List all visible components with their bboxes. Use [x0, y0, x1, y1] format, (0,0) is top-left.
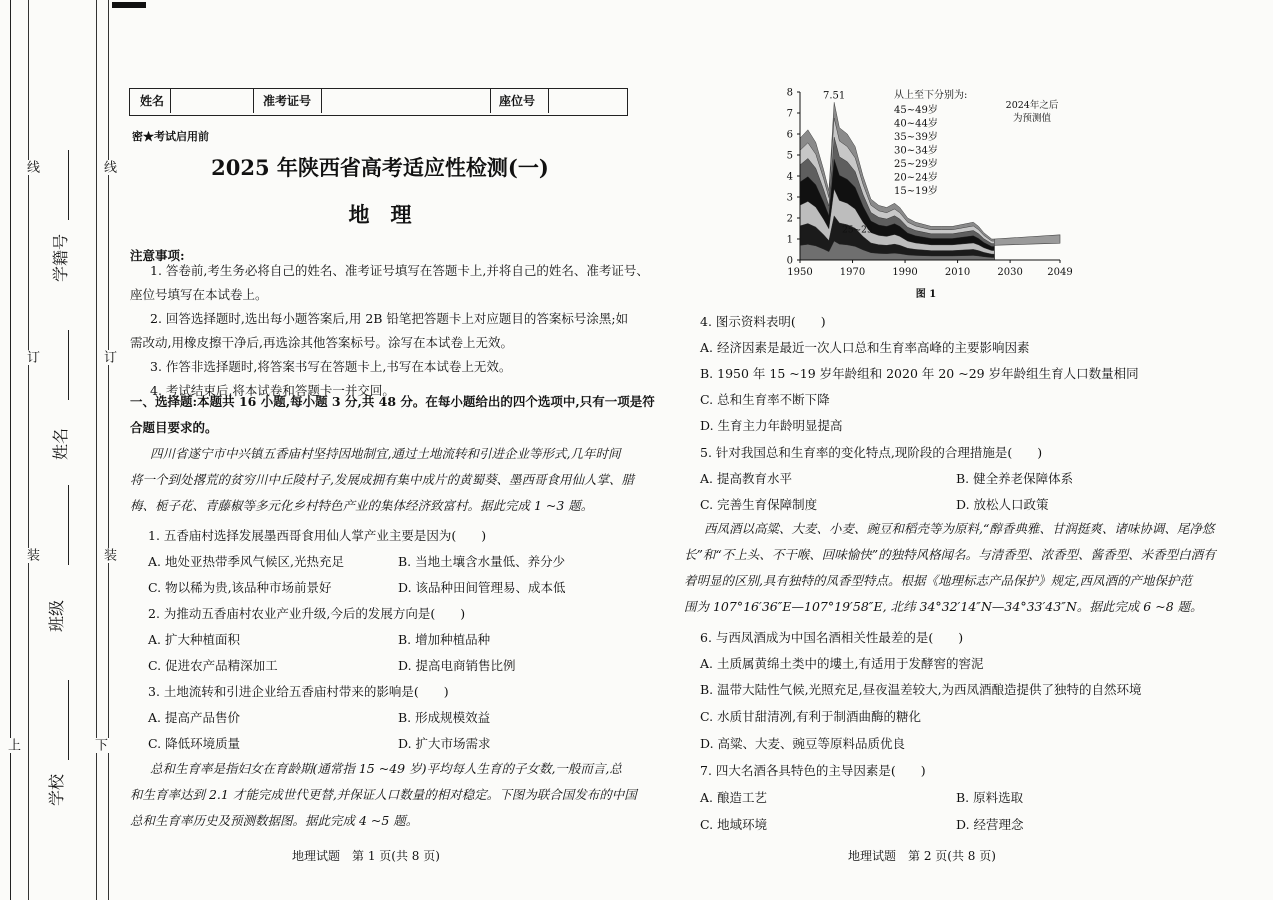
class-label: 班级: [47, 599, 66, 632]
passage-line: 总和生育率历史及预测数据图。据此完成 4 ~5 题。: [130, 813, 419, 828]
passage-line: 梅、栀子花、青藤椒等多元化乡村特色产业的集体经济致富村。据此完成 1 ~3 题。: [130, 498, 594, 513]
figure-1: [760, 82, 1100, 302]
y-tick-label: 5: [786, 150, 793, 162]
question-5-option-d[interactable]: D. 放松人口政策: [956, 497, 1049, 512]
section-heading-line: 一、选择题:本题共 16 小题,每小题 3 分,共 48 分。在每小题给出的四个选项中,只有一项是符: [130, 394, 655, 409]
fertility-chart: [760, 82, 1100, 302]
passage-line: 长”和“不上头、不干喉、回味愉快”的独特风格闻名。与清香型、浓香型、酱香型、米香型白酒有: [684, 547, 1216, 562]
inner-cut-line-2: [108, 0, 109, 900]
secret-note: 密★考试启用前: [132, 130, 209, 143]
notice-line: 4. 考试结束后,将本试卷和答题卡一并交回。: [150, 383, 395, 398]
y-tick-label: 7: [786, 108, 793, 120]
exam-title: 2025 年陕西省高考适应性检测(一): [211, 155, 549, 180]
question-3-option-c[interactable]: C. 降低环境质量: [148, 736, 241, 751]
binding-mark-down-inner: 下: [92, 738, 107, 753]
peak-label: 7.51: [823, 90, 846, 102]
question-4-option-c[interactable]: C. 总和生育率不断下降: [700, 392, 830, 407]
question-3-option-b[interactable]: B. 形成规模效益: [398, 710, 491, 725]
page-footer-right: 地理试题 第 2 页(共 8 页): [848, 849, 996, 863]
question-4-option-d[interactable]: D. 生育主力年龄明显提高: [700, 418, 843, 433]
legend-entry: 15~19岁: [894, 186, 938, 197]
binding-rule: [10, 0, 11, 900]
question-2-option-d[interactable]: D. 提高电商销售比例: [398, 658, 516, 673]
question-1-stem: 1. 五香庙村选择发展墨西哥食用仙人掌产业主要是因为( ): [148, 528, 487, 543]
outer-cut-line: [28, 0, 29, 900]
y-tick-label: 2: [786, 213, 793, 225]
y-tick-label: 3: [786, 192, 793, 204]
age-group-label: 25~29: [842, 225, 873, 236]
question-1-option-b[interactable]: B. 当地土壤含水量低、养分少: [398, 554, 566, 569]
passage-fertility: [130, 756, 640, 834]
question-3-option-a[interactable]: A. 提高产品售价: [148, 710, 240, 725]
legend-entry: 25~29岁: [894, 159, 938, 170]
x-tick-label: 1950: [787, 267, 813, 278]
forecast-band: [994, 235, 1060, 246]
name-field[interactable]: [68, 330, 69, 400]
x-tick-label: 1990: [892, 267, 918, 278]
question-6-option-a[interactable]: A. 土质属黄绵土类中的塿土,有适用于发酵窖的窖泥: [700, 656, 984, 671]
question-2-stem: 2. 为推动五香庙村农业产业升级,今后的发展方向是( ): [148, 606, 466, 621]
question-7-option-c[interactable]: C. 地域环境: [700, 817, 768, 832]
passage-line: 西凤酒以高粱、大麦、小麦、豌豆和稻壳等为原料,“醇香典雅、甘润挺爽、诸味协调、尾净悠: [704, 521, 1215, 536]
forecast-note: 2024年之后: [1005, 100, 1059, 111]
passage-line: 围为 107°16′36″E—107°19′58″E, 北纬 34°32′14″N—34°33′43″N。据此完成 6 ~8 题。: [684, 599, 1203, 614]
question-7-stem: 7. 四大名酒各具特色的主导因素是( ): [700, 763, 926, 778]
question-4-option-b[interactable]: B. 1950 年 15 ~19 岁年龄组和 2020 年 20 ~29 岁年龄组生育人口数量相同: [700, 366, 1139, 381]
y-tick-label: 4: [786, 171, 793, 183]
section-heading-line: 合题目要求的。: [130, 420, 218, 435]
student-id-field[interactable]: [68, 150, 69, 220]
binding-mark-pack-outer: 装: [24, 548, 39, 563]
question-4-stem: 4. 图示资料表明( ): [700, 314, 826, 329]
question-2-option-c[interactable]: C. 促进农产品精深加工: [148, 658, 278, 673]
question-7-option-d[interactable]: D. 经营理念: [956, 817, 1024, 832]
legend-title: 从上至下分别为:: [894, 90, 968, 101]
notice-line: 需改动,用橡皮擦干净后,再选涂其他答案标号。涂写在本试卷上无效。: [130, 335, 513, 350]
binding-mark-order-inner: 订: [101, 350, 116, 365]
y-tick-label: 8: [786, 87, 793, 99]
binding-mark-pack-inner: 装: [101, 548, 116, 563]
passage-xifeng: [684, 516, 1244, 620]
notice-block: [130, 259, 649, 403]
question-7-option-a[interactable]: A. 酿造工艺: [700, 790, 767, 805]
passage-line: 总和生育率是指妇女在育龄期(通常指 15 ~49 岁)平均每人生育的子女数,一般而言,总: [150, 761, 622, 776]
question-1-option-c[interactable]: C. 物以稀为贵,该品种市场前景好: [148, 580, 332, 595]
question-6-option-d[interactable]: D. 高粱、大麦、豌豆等原料品质优良: [700, 736, 906, 751]
question-6-option-b[interactable]: B. 温带大陆性气候,光照充足,昼夜温差较大,为西凤酒酿造提供了独特的自然环境: [700, 682, 1142, 697]
page-footer-left: 地理试题 第 1 页(共 8 页): [292, 849, 440, 863]
corner-mark: [112, 2, 146, 8]
passage-line: 将一个到处撂荒的贫穷川中丘陵村子,发展成拥有集中成片的黄蜀葵、墨西哥食用仙人掌、腊: [130, 472, 634, 487]
seat-number-label: 座位号: [499, 94, 536, 108]
binding-mark-up-outer: 上: [5, 738, 20, 753]
forecast-note: 为预测值: [1012, 113, 1052, 124]
question-5-option-c[interactable]: C. 完善生育保障制度: [700, 497, 818, 512]
x-tick-label: 2010: [944, 267, 971, 278]
name-box-label: 姓名: [140, 94, 165, 108]
passage-line: 和生育率达到 2.1 才能完成世代更替,并保证人口数量的相对稳定。下图为联合国发布的中国: [130, 787, 637, 802]
legend-entry: 40~44岁: [894, 118, 938, 130]
legend-entry: 20~24岁: [894, 172, 938, 184]
passage-line: 四川省遂宁市中兴镇五香庙村坚持因地制宜,通过土地流转和引进企业等形式,几年时间: [150, 446, 621, 461]
question-4-option-a[interactable]: A. 经济因素是最近一次人口总和生育率高峰的主要影响因素: [700, 340, 1030, 355]
school-field[interactable]: [68, 680, 69, 760]
school-label: 学校: [47, 773, 66, 806]
y-tick-label: 0: [786, 255, 793, 267]
question-1-option-d[interactable]: D. 该品种田间管理易、成本低: [398, 580, 566, 595]
x-tick-label: 1970: [839, 267, 866, 278]
question-3-stem: 3. 土地流转和引进企业给五香庙村带来的影响是( ): [148, 684, 449, 699]
binding-mark-line-inner: 线: [101, 160, 116, 175]
notice-line: 2. 回答选择题时,选出每小题答案后,用 2B 铅笔把答题卡上对应题目的答案标号涂黑;如: [150, 311, 629, 326]
legend-entry: 35~39岁: [894, 132, 938, 143]
binding-mark-line-outer: 线: [24, 160, 39, 175]
question-2-option-a[interactable]: A. 扩大种植面积: [148, 632, 240, 647]
question-7-option-b[interactable]: B. 原料选取: [956, 790, 1024, 805]
question-6-option-c[interactable]: C. 水质甘甜清冽,有利于制酒曲酶的糖化: [700, 709, 922, 724]
legend-entry: 30~34岁: [894, 145, 938, 157]
legend-entry: 45~49岁: [894, 105, 938, 116]
binding-mark-order-outer: 订: [24, 350, 39, 365]
class-field[interactable]: [68, 485, 69, 565]
notice-title: 注意事项:: [130, 248, 185, 263]
x-tick-label: 2049: [1047, 267, 1073, 278]
question-5-option-a[interactable]: A. 提高教育水平: [700, 471, 792, 486]
question-5-option-b[interactable]: B. 健全养老保障体系: [956, 471, 1074, 486]
notice-line: 3. 作答非选择题时,将答案书写在答题卡上,书写在本试卷上无效。: [150, 359, 512, 374]
y-tick-label: 1: [786, 234, 793, 246]
passage-village: [130, 441, 640, 519]
question-6-stem: 6. 与西凤酒成为中国名酒相关性最差的是( ): [700, 630, 964, 645]
y-tick-label: 6: [786, 129, 793, 141]
subject-title: 地 理: [348, 202, 412, 227]
name-label: 姓名: [51, 427, 70, 460]
figure-caption: 图 1: [915, 289, 937, 300]
notice-line: 座位号填写在本试卷上。: [130, 287, 268, 302]
passage-line: 着明显的区别,具有独特的凤香型特点。根据《地理标志产品保护》规定,西凤酒的产地保护范: [684, 573, 1192, 588]
notice-line: 1. 答卷前,考生务必将自己的姓名、准考证号填写在答题卡上,并将自己的姓名、准考证号、: [150, 263, 649, 278]
exam-number-label: 准考证号: [263, 94, 312, 108]
inner-cut-line: [96, 0, 97, 900]
question-3-option-d[interactable]: D. 扩大市场需求: [398, 736, 491, 751]
candidate-info-box: [129, 88, 628, 116]
question-1-option-a[interactable]: A. 地处亚热带季风气候区,光热充足: [148, 554, 344, 569]
question-2-option-b[interactable]: B. 增加种植品种: [398, 632, 491, 647]
question-5-stem: 5. 针对我国总和生育率的变化特点,现阶段的合理措施是( ): [700, 445, 1043, 460]
student-id-label: 学籍号: [51, 233, 70, 282]
x-tick-label: 2030: [997, 267, 1023, 278]
section-heading: [130, 389, 655, 441]
binding-strip: [0, 0, 125, 900]
